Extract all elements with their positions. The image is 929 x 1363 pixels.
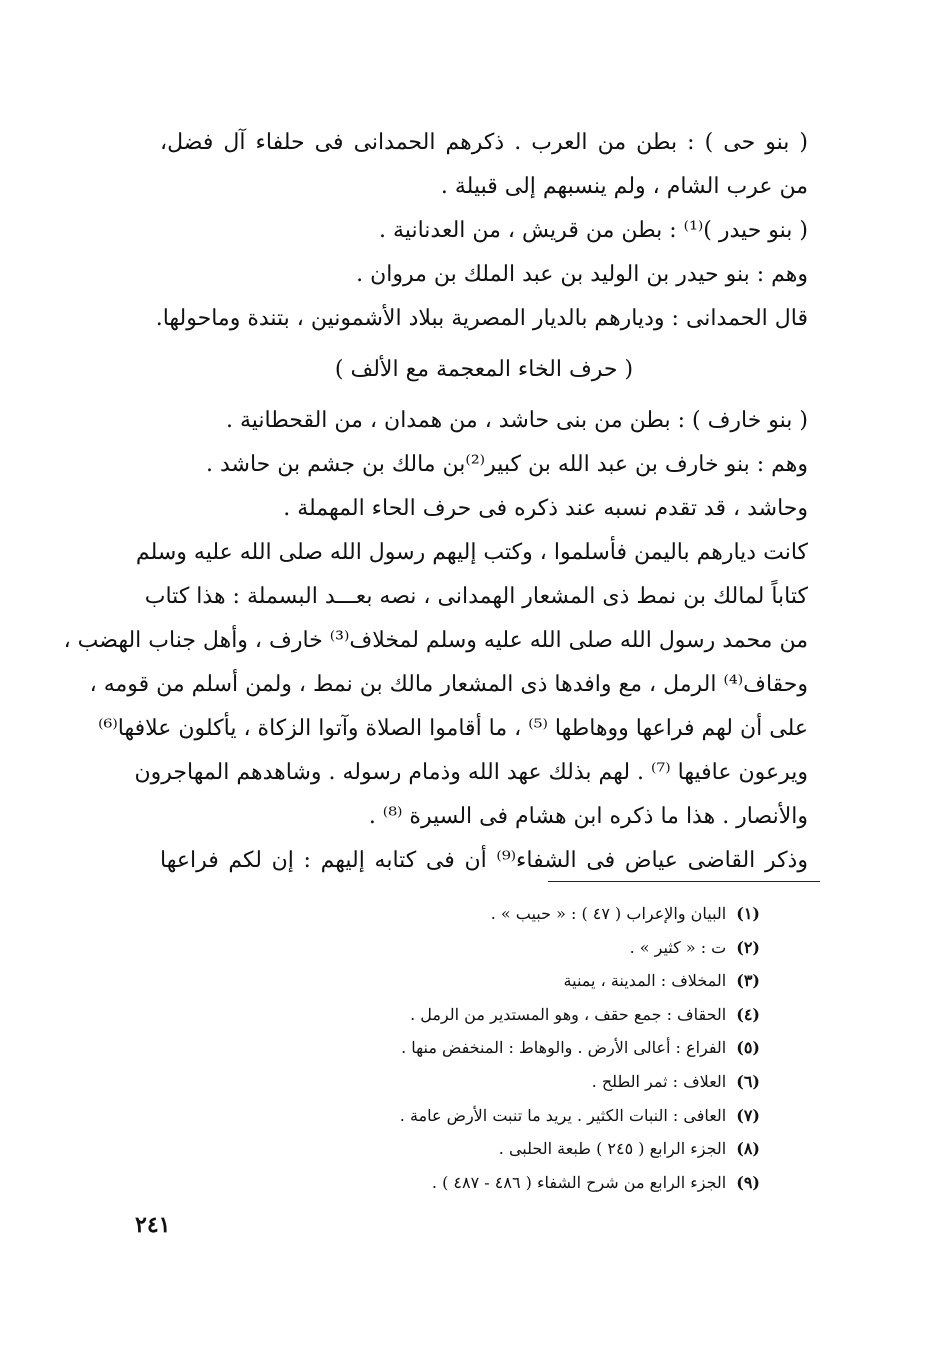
footnote-text: الجزء الرابع ( ٢٤٥ ) طبعة الحلبى . <box>498 1139 727 1159</box>
footnote-item <box>330 1031 760 1065</box>
footnote-text: المخلاف : المدينة ، يمنية <box>563 971 727 991</box>
text-line: وهم : بنو خارف بن عبد الله بن كبير⁽²⁾بن مالك بن جشم بن حاشد . <box>205 452 808 477</box>
footnote-item <box>330 1065 760 1099</box>
footnote-divider <box>548 881 820 882</box>
footnotes <box>330 897 760 1199</box>
text-line: ( بنو خارف ) : بطن من بنى حاشد ، من همدان ، من القحطانية . <box>225 408 808 433</box>
footnote-number: (٢) <box>736 937 760 957</box>
text-line: ويرعون عافيها ⁽⁷⁾ . لهم بذلك عهد الله وذمام رسوله . وشاهدهم المهاجرون <box>134 760 808 785</box>
footnote-item <box>330 897 760 931</box>
page-number: ٢٤١ <box>135 1212 171 1238</box>
footnote-number: (٥) <box>736 1038 760 1058</box>
text-line: قال الحمدانى : وديارهم بالديار المصرية ببلاد الأشمونين ، بتندة وماحولها. <box>155 306 808 331</box>
footnote-number: (٤) <box>736 1004 760 1024</box>
footnote-item <box>330 964 760 998</box>
text-line: على أن لهم فراعها ووهاطها ⁽⁵⁾ ، ما أقاموا الصلاة وآتوا الزكاة ، يأكلون علافها⁽⁶⁾ <box>98 716 808 741</box>
footnote-item <box>330 998 760 1032</box>
footnote-text: العلاف : ثمر الطلح . <box>591 1071 727 1091</box>
footnote-number: (٩) <box>736 1172 760 1192</box>
footnote-text: ت : « كثير » . <box>629 937 727 957</box>
footnote-number: (٣) <box>736 971 760 991</box>
footnote-item <box>330 1099 760 1133</box>
main-text <box>63 121 808 883</box>
footnote-text: الفراع : أعالى الأرض . والوهاط : المنخفض منها . <box>401 1038 727 1058</box>
text-line: كتاباً لمالك بن نمط ذى المشعار الهمدانى ، نصه بعـــد البسملة : هذا كتاب <box>144 584 808 609</box>
footnote-text: الجزء الرابع من شرح الشفاء ( ٤٨٦ - ٤٨٧ ) . <box>431 1172 727 1192</box>
text-line: والأنصار . هذا ما ذكره ابن هشام فى السيرة ⁽⁸⁾ . <box>368 804 808 829</box>
text-line: وحقاف⁽⁴⁾ الرمل ، مع وافدها ذى المشعار مالك بن نمط ، ولمن أسلم من قومه ، <box>89 672 808 697</box>
text-line: وذكر القاضى عياض فى الشفاء⁽⁹⁾ أن فى كتابه إليهم : إن لكم فراعها <box>160 848 808 873</box>
text-line: كانت ديارهم باليمن فأسلموا ، وكتب إليهم رسول الله صلى الله عليه وسلم <box>135 540 808 565</box>
text-line: من محمد رسول الله صلى الله عليه وسلم لمخلاف⁽³⁾ خارف ، وأهل جناب الهضب ، <box>63 628 808 653</box>
footnote-item <box>330 931 760 965</box>
footnote-item <box>330 1132 760 1166</box>
footnote-number: (٦) <box>736 1071 760 1091</box>
footnote-item <box>330 1166 760 1200</box>
section-heading: ( حرف الخاء المعجمة مع الألف ) <box>334 357 634 382</box>
text-line: من عرب الشام ، ولم ينسبهم إلى قبيلة . <box>440 174 808 199</box>
footnote-number: (١) <box>736 904 760 923</box>
text-line: وهم : بنو حيدر بن الوليد بن عبد الملك بن مروان . <box>356 262 808 287</box>
footnote-text: العافى : النبات الكثير . يريد ما تنبت الأرض عامة . <box>399 1105 727 1125</box>
footnote-text: البيان والإعراب ( ٤٧ ) : « حبيب » . <box>490 904 727 923</box>
text-line: وحاشد ، قد تقدم نسبه عند ذكره فى حرف الحاء المهملة . <box>283 496 808 521</box>
text-line: ( بنو حيدر )⁽¹⁾ : بطن من قريش ، من العدنانية . <box>379 218 808 243</box>
footnote-text: الحقاف : جمع حقف ، وهو المستدير من الرمل . <box>410 1004 727 1024</box>
footnote-number: (٨) <box>736 1139 760 1159</box>
text-line: ( بنو حى ) : بطن من العرب . ذكرهم الحمدانى فى حلفاء آل فضل، <box>160 130 808 155</box>
footnote-number: (٧) <box>736 1105 760 1125</box>
